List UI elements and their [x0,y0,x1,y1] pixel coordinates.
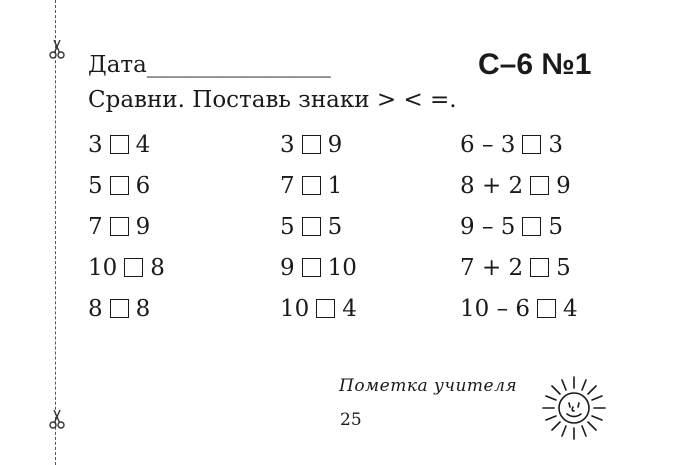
answer-box[interactable] [302,176,321,195]
answer-box[interactable] [522,217,541,236]
right-operand: 10 [327,254,357,281]
instruction-text: Сравни. Поставь знаки > < =. [88,87,457,113]
answer-box[interactable] [110,299,129,318]
left-operand: 7 [280,172,295,199]
left-operand: 3 [88,131,103,158]
page-number: 25 [340,410,362,430]
right-operand: 4 [563,295,578,322]
left-expression: 9 – 5 [460,213,516,240]
comparison-row [280,206,357,247]
left-expression: 7 + 2 [460,254,524,281]
comparison-row [280,165,357,206]
comparison-row [88,165,165,206]
left-operand: 5 [280,213,295,240]
left-operand: 7 [88,213,103,240]
right-operand: 5 [327,213,343,240]
comparison-row [88,247,165,288]
scissors-icon [48,408,66,430]
right-operand: 5 [548,213,564,240]
answer-box[interactable] [302,217,321,236]
right-operand: 1 [327,172,343,199]
answer-box[interactable] [316,299,335,318]
answer-box[interactable] [522,135,541,154]
comparison-row [88,288,165,329]
right-operand: 4 [135,131,151,158]
comparison-column-1 [88,124,165,329]
comparison-row [460,247,578,288]
right-operand: 8 [150,254,165,281]
teacher-note-label: Пометка учителя [339,376,518,396]
comparison-row [88,124,165,165]
comparison-column-2 [280,124,357,329]
left-operand: 9 [280,254,295,281]
right-operand: 3 [548,131,564,158]
right-operand: 5 [556,254,571,281]
comparison-row [460,124,578,165]
answer-box[interactable] [110,217,129,236]
answer-box[interactable] [302,135,321,154]
worksheet-code: С–6 №1 [478,48,592,81]
sun-icon [540,374,608,442]
cut-line [55,0,56,465]
left-operand: 10 [280,295,310,322]
right-operand: 9 [556,172,571,199]
comparison-column-3 [460,124,578,329]
date-label: Дата [88,52,147,78]
left-operand: 10 [88,254,118,281]
comparison-row [460,165,578,206]
answer-box[interactable] [302,258,321,277]
answer-box[interactable] [537,299,556,318]
scissors-icon [48,38,66,60]
right-operand: 6 [135,172,151,199]
right-operand: 9 [327,131,343,158]
comparison-row [460,206,578,247]
left-operand: 5 [88,172,103,199]
answer-box[interactable] [530,176,549,195]
left-operand: 8 [88,295,103,322]
right-operand: 8 [135,295,151,322]
left-expression: 8 + 2 [460,172,524,199]
answer-box[interactable] [530,258,549,277]
date-blank-line[interactable]: ________________ [146,52,331,78]
answer-box[interactable] [110,176,129,195]
left-expression: 10 – 6 [460,295,531,322]
answer-box[interactable] [124,258,143,277]
date-field[interactable] [88,52,331,78]
comparison-row [280,288,357,329]
answer-box[interactable] [110,135,129,154]
comparison-row [280,247,357,288]
comparison-row [280,124,357,165]
right-operand: 4 [342,295,357,322]
comparison-row [460,288,578,329]
right-operand: 9 [135,213,151,240]
left-operand: 3 [280,131,295,158]
left-expression: 6 – 3 [460,131,516,158]
comparison-row [88,206,165,247]
